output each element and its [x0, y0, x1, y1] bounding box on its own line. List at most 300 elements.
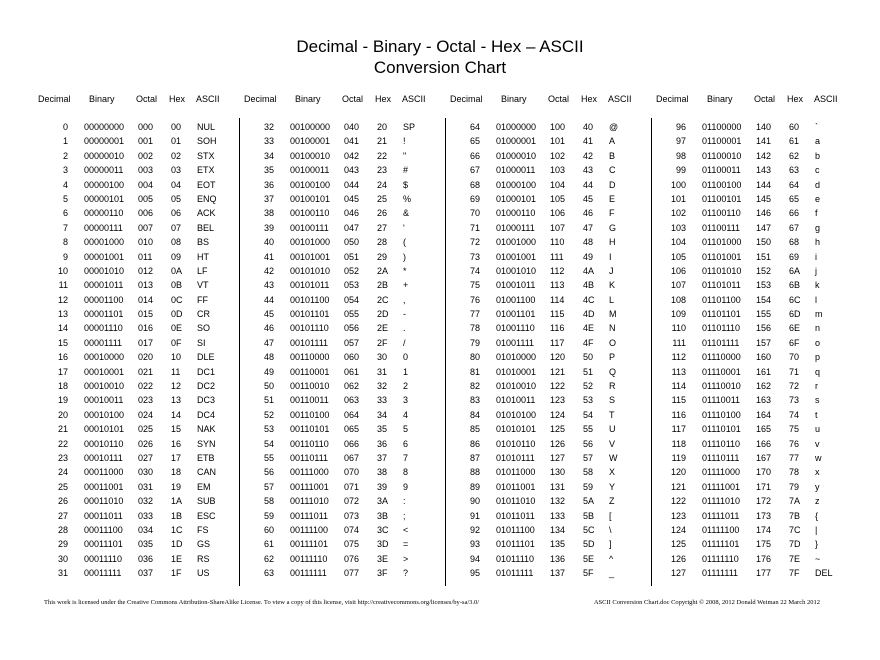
table-row — [656, 393, 862, 407]
hex-cell: 7A — [789, 496, 801, 507]
binary-cell: 00111011 — [290, 510, 329, 521]
octal-cell: 014 — [138, 294, 154, 305]
decimal-cell: 15 — [57, 337, 68, 348]
decimal-cell: 62 — [263, 553, 274, 564]
decimal-cell: 119 — [671, 452, 686, 463]
binary-cell: 01100010 — [702, 150, 742, 161]
binary-cell: 01101110 — [702, 323, 741, 334]
binary-cell: 01010101 — [496, 424, 537, 435]
octal-cell: 045 — [344, 193, 360, 204]
hex-cell: 65 — [789, 193, 800, 204]
column-header-octal: Octal — [136, 94, 158, 104]
ascii-cell: DC2 — [197, 381, 216, 392]
binary-cell: 01100101 — [702, 193, 742, 204]
binary-cell: 01001100 — [496, 294, 536, 305]
table-row — [244, 393, 450, 407]
ascii-cell: NUL — [197, 122, 216, 132]
hex-cell: 1F — [171, 568, 182, 579]
octal-cell: 061 — [344, 366, 360, 377]
octal-cell: 020 — [138, 352, 154, 363]
octal-cell: 001 — [138, 136, 154, 147]
octal-cell: 166 — [756, 438, 772, 449]
decimal-cell: 42 — [263, 265, 274, 276]
table-row — [244, 552, 450, 566]
table-row — [38, 293, 244, 307]
table-row — [450, 494, 656, 508]
octal-cell: 063 — [344, 395, 360, 406]
binary-cell: 01110100 — [702, 409, 741, 420]
decimal-cell: 66 — [469, 150, 480, 161]
ascii-cell: ETB — [197, 452, 215, 463]
table-row — [244, 566, 450, 580]
octal-cell: 133 — [550, 510, 566, 521]
license-footer: This work is licensed under the Creative Commons Attribution-ShareAlike License. To view a copy of this license, visit http://creativecommons.org/licenses/by-sa/3.0/ — [44, 599, 480, 606]
binary-cell: 01000101 — [496, 193, 537, 204]
table-row — [244, 350, 450, 364]
binary-cell: 01000000 — [496, 122, 537, 132]
ascii-cell: DEL — [815, 568, 833, 579]
hex-cell: 27 — [377, 222, 388, 233]
table-row — [656, 509, 862, 523]
octal-cell: 005 — [138, 193, 154, 204]
binary-cell: 00110001 — [290, 366, 330, 377]
ascii-cell: ] — [609, 539, 612, 550]
table-row — [38, 192, 244, 206]
table-row — [244, 134, 450, 148]
ascii-cell: v — [815, 438, 820, 449]
decimal-cell: 109 — [670, 309, 686, 320]
octal-cell: 100 — [550, 122, 566, 132]
ascii-cell: ' — [403, 222, 405, 233]
binary-cell: 01000010 — [496, 150, 537, 161]
hex-cell: 7D — [789, 539, 801, 550]
table-row — [656, 537, 862, 551]
ascii-cell: # — [403, 165, 409, 176]
ascii-cell: = — [403, 539, 409, 550]
octal-cell: 034 — [138, 524, 154, 535]
ascii-cell: SO — [197, 323, 211, 334]
decimal-cell: 74 — [469, 265, 480, 276]
binary-cell: 01110011 — [702, 395, 741, 406]
binary-cell: 00001010 — [84, 265, 125, 276]
octal-cell: 062 — [344, 381, 360, 392]
binary-cell: 01111111 — [702, 568, 739, 579]
ascii-cell: @ — [609, 122, 619, 132]
table-row — [244, 235, 450, 249]
table-row — [656, 278, 862, 292]
ascii-cell: Q — [609, 366, 617, 377]
binary-cell: 01000100 — [496, 179, 537, 190]
binary-cell: 00001110 — [84, 323, 123, 334]
binary-cell: 00101101 — [290, 309, 330, 320]
table-row — [656, 250, 862, 264]
hex-cell: 5C — [583, 524, 595, 535]
copyright-footer: ASCII Conversion Chart.doc Copyright © 2008, 2012 Donald Weiman 22 March 2012 — [593, 599, 820, 606]
ascii-cell: L — [609, 294, 615, 305]
binary-cell: 01111100 — [702, 524, 740, 535]
ascii-cell: BS — [197, 237, 210, 248]
binary-cell: 01101000 — [702, 237, 742, 248]
ascii-cell: z — [815, 496, 820, 507]
decimal-cell: 39 — [263, 222, 274, 233]
ascii-cell: D — [609, 179, 616, 190]
table-row — [38, 149, 244, 163]
decimal-cell: 4 — [62, 179, 68, 190]
decimal-cell: 79 — [469, 337, 480, 348]
binary-cell: 01101011 — [702, 280, 741, 291]
table-row — [38, 566, 244, 580]
table-row — [656, 566, 862, 580]
binary-cell: 01001101 — [496, 309, 536, 320]
decimal-cell: 71 — [469, 222, 480, 233]
ascii-cell: T — [609, 409, 615, 420]
binary-cell: 01011111 — [496, 568, 534, 579]
table-group — [656, 92, 862, 581]
octal-cell: 114 — [550, 294, 565, 305]
ascii-cell: SYN — [197, 438, 216, 449]
hex-cell: 75 — [789, 424, 800, 435]
octal-cell: 017 — [138, 337, 154, 348]
table-row — [244, 264, 450, 278]
binary-cell: 01101010 — [702, 265, 742, 276]
octal-cell: 064 — [344, 409, 360, 420]
hex-cell: 25 — [377, 193, 388, 204]
hex-cell: 3B — [377, 510, 389, 521]
ascii-cell: > — [403, 553, 409, 564]
ascii-cell: r — [815, 381, 818, 392]
binary-cell: 00001001 — [84, 251, 125, 262]
hex-cell: 19 — [171, 481, 182, 492]
octal-cell: 066 — [344, 438, 360, 449]
octal-cell: 122 — [550, 381, 566, 392]
table-row — [656, 321, 862, 335]
octal-cell: 107 — [550, 222, 566, 233]
column-divider — [651, 118, 652, 586]
hex-cell: 0F — [171, 337, 182, 348]
table-row — [38, 552, 244, 566]
ascii-cell: | — [815, 524, 818, 535]
table-row — [38, 393, 244, 407]
hex-cell: 10 — [171, 352, 182, 363]
ascii-cell: j — [815, 265, 817, 276]
table-row — [38, 336, 244, 350]
decimal-cell: 103 — [670, 222, 686, 233]
decimal-cell: 127 — [670, 568, 686, 579]
octal-cell: 052 — [344, 265, 360, 276]
binary-cell: 00000000 — [84, 122, 125, 132]
column-header-octal: Octal — [342, 94, 364, 104]
hex-cell: 2C — [377, 294, 389, 305]
hex-cell: 16 — [171, 438, 182, 449]
decimal-cell: 78 — [469, 323, 480, 334]
decimal-cell: 36 — [263, 179, 274, 190]
octal-cell: 050 — [344, 237, 360, 248]
ascii-cell: , — [403, 294, 406, 305]
binary-cell: 01010010 — [496, 381, 537, 392]
octal-cell: 046 — [344, 208, 360, 219]
octal-cell: 162 — [756, 381, 772, 392]
decimal-cell: 53 — [263, 424, 274, 435]
octal-cell: 047 — [344, 222, 360, 233]
hex-cell: 3F — [377, 568, 388, 579]
decimal-cell: 45 — [263, 309, 274, 320]
table-row — [450, 566, 656, 580]
octal-cell: 035 — [138, 539, 154, 550]
binary-cell: 00110100 — [290, 409, 330, 420]
table-row — [244, 494, 450, 508]
ascii-cell: _ — [609, 568, 615, 579]
binary-cell: 01010100 — [496, 409, 537, 420]
ascii-cell: d — [815, 179, 821, 190]
table-row — [450, 408, 656, 422]
decimal-cell: 80 — [469, 352, 480, 363]
binary-cell: 00110011 — [290, 395, 329, 406]
octal-cell: 146 — [756, 208, 772, 219]
binary-cell: 01011001 — [496, 481, 536, 492]
octal-cell: 135 — [550, 539, 566, 550]
hex-cell: 1B — [171, 510, 183, 521]
decimal-cell: 49 — [263, 366, 274, 377]
table-row — [656, 206, 862, 220]
octal-cell: 012 — [138, 265, 154, 276]
decimal-cell: 108 — [670, 294, 686, 305]
octal-cell: 160 — [756, 352, 772, 363]
column-header-octal: Octal — [754, 94, 776, 104]
decimal-cell: 54 — [263, 438, 274, 449]
binary-cell: 00100111 — [290, 222, 329, 233]
hex-cell: 02 — [171, 150, 182, 161]
table-row — [38, 365, 244, 379]
hex-cell: 23 — [377, 165, 388, 176]
hex-cell: 33 — [377, 395, 388, 406]
table-row — [244, 523, 450, 537]
hex-cell: 60 — [789, 122, 800, 132]
binary-cell: 00011010 — [84, 496, 124, 507]
table-row — [656, 365, 862, 379]
hex-cell: 31 — [377, 366, 388, 377]
ascii-cell: ~ — [815, 553, 821, 564]
table-row — [450, 235, 656, 249]
table-row — [450, 134, 656, 148]
octal-cell: 007 — [138, 222, 154, 233]
ascii-cell: STX — [197, 150, 215, 161]
table-row — [450, 451, 656, 465]
binary-cell: 01110101 — [702, 424, 741, 435]
table-row — [450, 365, 656, 379]
page-title: Decimal - Binary - Octal - Hex – ASCII — [296, 37, 584, 56]
table-row — [656, 336, 862, 350]
octal-cell: 055 — [344, 309, 360, 320]
hex-cell: 15 — [171, 424, 182, 435]
hex-cell: 30 — [377, 352, 388, 363]
table-row — [656, 307, 862, 321]
binary-cell: 00010001 — [84, 366, 125, 377]
table-row — [656, 523, 862, 537]
ascii-cell: 2 — [403, 381, 409, 392]
hex-cell: 68 — [789, 237, 800, 248]
decimal-cell: 97 — [675, 136, 686, 147]
table-row — [450, 192, 656, 206]
binary-cell: 00111110 — [290, 553, 328, 564]
decimal-cell: 87 — [469, 452, 480, 463]
ascii-cell: " — [403, 150, 407, 161]
octal-cell: 150 — [756, 237, 772, 248]
binary-cell: 01010011 — [496, 395, 536, 406]
ascii-cell: . — [403, 323, 406, 334]
decimal-cell: 5 — [62, 193, 68, 204]
table-row — [244, 336, 450, 350]
hex-cell: 0B — [171, 280, 183, 291]
hex-cell: 11 — [171, 366, 181, 377]
binary-cell: 00001011 — [84, 280, 124, 291]
table-row — [450, 178, 656, 192]
octal-cell: 177 — [756, 568, 772, 579]
binary-cell: 01011100 — [496, 524, 535, 535]
decimal-cell: 28 — [57, 524, 68, 535]
decimal-cell: 102 — [670, 208, 686, 219]
decimal-cell: 55 — [263, 452, 274, 463]
octal-cell: 021 — [138, 366, 154, 377]
octal-cell: 110 — [550, 237, 565, 248]
decimal-cell: 76 — [469, 294, 480, 305]
decimal-cell: 117 — [671, 424, 686, 435]
decimal-cell: 43 — [263, 280, 274, 291]
binary-cell: 00100010 — [290, 150, 331, 161]
hex-cell: 4D — [583, 309, 595, 320]
hex-cell: 7C — [789, 524, 801, 535]
ascii-cell: b — [815, 150, 821, 161]
decimal-cell: 92 — [469, 524, 480, 535]
table-row — [38, 264, 244, 278]
decimal-cell: 104 — [670, 237, 686, 248]
hex-cell: 74 — [789, 409, 800, 420]
octal-cell: 043 — [344, 165, 360, 176]
binary-cell: 01110110 — [702, 438, 741, 449]
binary-cell: 00110101 — [290, 424, 330, 435]
hex-cell: 56 — [583, 438, 594, 449]
binary-cell: 00111100 — [290, 524, 329, 535]
decimal-cell: 84 — [469, 409, 480, 420]
octal-cell: 027 — [138, 452, 154, 463]
hex-cell: 21 — [377, 136, 388, 147]
binary-cell: 01111101 — [702, 539, 740, 550]
ascii-cell: k — [815, 280, 820, 291]
binary-cell: 00000101 — [84, 193, 125, 204]
octal-cell: 042 — [344, 150, 360, 161]
table-row — [244, 206, 450, 220]
decimal-cell: 46 — [263, 323, 274, 334]
table-row — [656, 379, 862, 393]
ascii-cell: \ — [609, 524, 612, 535]
hex-cell: 24 — [377, 179, 388, 190]
table-row — [38, 480, 244, 494]
hex-cell: 2B — [377, 280, 389, 291]
decimal-cell: 69 — [469, 193, 480, 204]
table-header — [244, 92, 450, 106]
binary-cell: 00110111 — [290, 452, 329, 463]
table-row — [244, 120, 450, 134]
octal-cell: 037 — [138, 568, 154, 579]
octal-cell: 000 — [138, 122, 154, 132]
decimal-cell: 88 — [469, 467, 480, 478]
hex-cell: 51 — [583, 366, 594, 377]
binary-cell: 01100110 — [702, 208, 741, 219]
octal-cell: 030 — [138, 467, 154, 478]
decimal-cell: 68 — [469, 179, 480, 190]
hex-cell: 0E — [171, 323, 183, 334]
table-row — [244, 422, 450, 436]
ascii-cell: HT — [197, 251, 209, 262]
octal-cell: 113 — [550, 280, 565, 291]
column-header-hex: Hex — [375, 94, 392, 104]
table-row — [244, 192, 450, 206]
table-row — [244, 480, 450, 494]
binary-cell: 00000100 — [84, 179, 125, 190]
binary-cell: 00101000 — [290, 237, 331, 248]
binary-cell: 00010000 — [84, 352, 125, 363]
octal-cell: 075 — [344, 539, 360, 550]
binary-cell: 00101010 — [290, 265, 331, 276]
octal-cell: 163 — [756, 395, 772, 406]
hex-cell: 08 — [171, 237, 182, 248]
binary-cell: 01101001 — [702, 251, 742, 262]
decimal-cell: 50 — [263, 381, 274, 392]
binary-cell: 00100011 — [290, 165, 330, 176]
binary-cell: 00010110 — [84, 438, 124, 449]
hex-cell: 58 — [583, 467, 594, 478]
column-header-decimal: Decimal — [450, 94, 483, 104]
octal-cell: 103 — [550, 165, 566, 176]
table-row — [38, 134, 244, 148]
table-group — [244, 92, 450, 581]
binary-cell: 01001110 — [496, 323, 535, 334]
decimal-cell: 29 — [57, 539, 68, 550]
decimal-cell: 112 — [671, 352, 686, 363]
binary-cell: 01100011 — [702, 165, 741, 176]
table-row — [244, 307, 450, 321]
octal-cell: 161 — [756, 366, 772, 377]
binary-cell: 00110010 — [290, 381, 330, 392]
decimal-cell: 95 — [469, 568, 480, 579]
decimal-cell: 9 — [62, 251, 68, 262]
table-group — [450, 92, 656, 581]
decimal-cell: 115 — [671, 395, 686, 406]
table-row — [244, 537, 450, 551]
decimal-cell: 26 — [57, 496, 68, 507]
decimal-cell: 63 — [263, 568, 274, 579]
table-row — [244, 149, 450, 163]
column-header-binary: Binary — [89, 94, 115, 104]
decimal-cell: 100 — [670, 179, 686, 190]
binary-cell: 00100000 — [290, 122, 331, 132]
ascii-cell: 1 — [403, 366, 409, 377]
octal-cell: 074 — [344, 524, 360, 535]
binary-cell: 01101101 — [702, 309, 741, 320]
table-row — [244, 293, 450, 307]
decimal-cell: 20 — [57, 409, 68, 420]
ascii-cell: O — [609, 337, 617, 348]
table-row — [244, 509, 450, 523]
binary-cell: 00011111 — [84, 568, 122, 579]
octal-cell: 124 — [550, 409, 566, 420]
ascii-cell: ; — [403, 510, 406, 521]
ascii-cell: K — [609, 280, 616, 291]
binary-cell: 01000110 — [496, 208, 536, 219]
hex-cell: 17 — [171, 452, 182, 463]
ascii-cell: ENQ — [197, 193, 217, 204]
ascii-cell: GS — [197, 539, 211, 550]
hex-cell: 3D — [377, 539, 389, 550]
